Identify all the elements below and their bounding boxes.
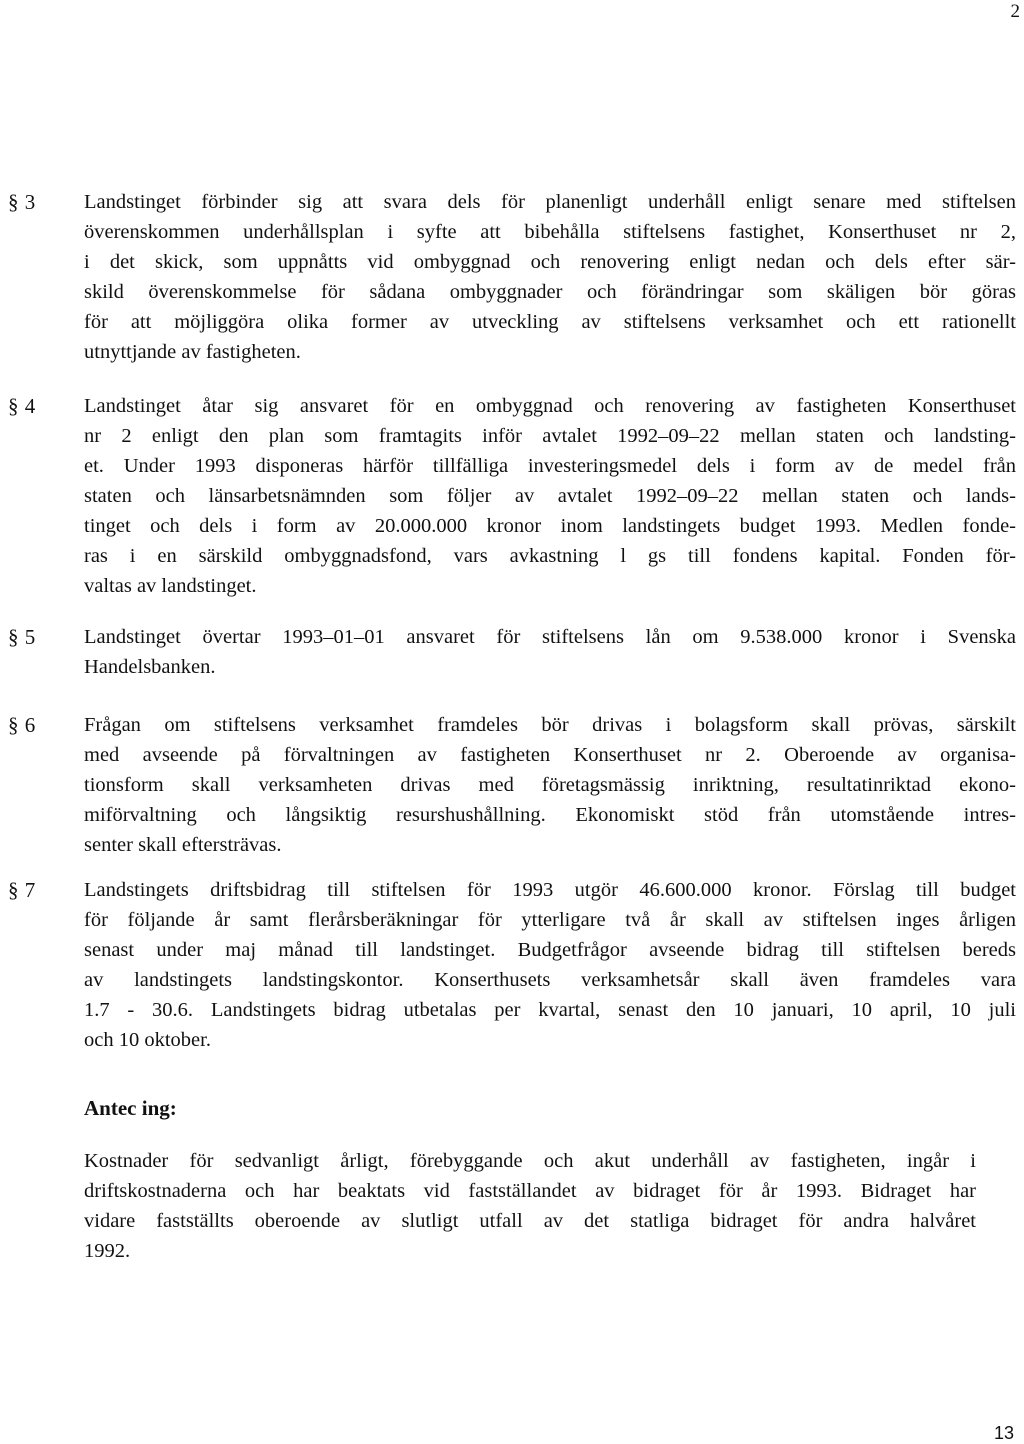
text-line: staten och länsarbetsnämnden som följer av avtalet 1992–09–22 mellan staten och lands- bbox=[84, 485, 1016, 507]
section-text bbox=[84, 391, 1016, 601]
note-line: 1992. bbox=[84, 1240, 131, 1262]
text-line: för att möjliggöra olika former av utveckling av stiftelsens verksamhet och ett rationellt bbox=[84, 311, 1016, 333]
text-line: i det skick, som uppnåtts vid ombyggnad och renovering enligt nedan och dels efter sär- bbox=[84, 251, 1016, 273]
section-mark: § 6 bbox=[8, 713, 36, 737]
text-line: et. Under 1993 disponeras härför tillfälliga investeringsmedel dels i form av de medel från bbox=[84, 455, 1016, 477]
text-line: valtas av landstinget. bbox=[84, 575, 257, 597]
note-text bbox=[84, 1146, 976, 1266]
text-line: Landstinget övertar 1993–01–01 ansvaret för stiftelsens lån om 9.538.000 kronor i Svenska bbox=[84, 626, 1016, 648]
section-mark: § 5 bbox=[8, 625, 36, 649]
section-text bbox=[84, 875, 1016, 1055]
text-line: Landstinget åtar sig ansvaret för en ombyggnad och renovering av fastigheten Konserthuset bbox=[84, 395, 1016, 417]
text-line: miförvaltning och långsiktig resurshushållning. Ekonomiskt stöd från utomstående intres- bbox=[84, 804, 1016, 826]
text-line: Landstinget förbinder sig att svara dels för planenligt underhåll enligt senare med stiftelsen bbox=[84, 191, 1016, 213]
note-line: Kostnader för sedvanligt årligt, förebyggande och akut underhåll av fastigheten, ingår i bbox=[84, 1150, 976, 1172]
text-line: ras i en särskild ombyggnadsfond, vars avkastning l gs till fondens kapital. Fonden för- bbox=[84, 545, 1016, 567]
note-heading: Antec ing: bbox=[84, 1096, 177, 1120]
section-3 bbox=[0, 187, 1024, 369]
text-line: tinget och dels i form av 20.000.000 kronor inom landstingets budget 1993. Medlen fonde- bbox=[84, 515, 1016, 537]
section-4 bbox=[0, 391, 1024, 603]
text-line: Landstingets driftsbidrag till stiftelsen för 1993 utgör 46.600.000 kronor. Förslag till budget bbox=[84, 879, 1016, 901]
text-line: senter skall eftersträvas. bbox=[84, 834, 282, 856]
text-line: utnyttjande av fastigheten. bbox=[84, 341, 301, 363]
section-mark: § 4 bbox=[8, 394, 36, 418]
text-line: och 10 oktober. bbox=[84, 1029, 211, 1051]
section-mark: § 7 bbox=[8, 878, 36, 902]
text-line: med avseende på förvaltningen av fastigheten Konserthuset nr 2. Oberoende av organisa- bbox=[84, 744, 1016, 766]
text-line: senast under maj månad till landstinget. Budgetfrågor avseende bidrag till stiftelsen bereds bbox=[84, 939, 1016, 961]
note-line: vidare fastställts oberoende av slutligt utfall av det statliga bidraget för andra halvåret bbox=[84, 1210, 976, 1232]
text-line: 1.7 - 30.6. Landstingets bidrag utbetalas per kvartal, senast den 10 januari, 10 april, 10 juli bbox=[84, 999, 1016, 1021]
corner-page-number: 13 bbox=[993, 1423, 1014, 1443]
section-7 bbox=[0, 875, 1024, 1057]
section-6 bbox=[0, 710, 1024, 862]
section-text bbox=[84, 710, 1016, 860]
text-line: överenskommen underhållsplan i syfte att bibehålla stiftelsens fastighet, Konserthuset nr 2, bbox=[84, 221, 1016, 243]
text-line: Frågan om stiftelsens verksamhet framdeles bör drivas i bolagsform skall prövas, särskilt bbox=[84, 714, 1016, 736]
text-line: för följande år samt flerårsberäkningar för ytterligare två år skall av stiftelsen inges årligen bbox=[84, 909, 1016, 931]
note-line: driftskostnaderna och har beaktats vid fastställandet av bidraget för år 1993. Bidraget har bbox=[84, 1180, 976, 1202]
section-text bbox=[84, 622, 1016, 682]
text-line: tionsform skall verksamheten drivas med företagsmässig inriktning, resultatinriktad ekono- bbox=[84, 774, 1016, 796]
text-line: av landstingets landstingskontor. Konserthusets verksamhetsår skall även framdeles vara bbox=[84, 969, 1016, 991]
text-line: skild överenskommelse för sådana ombyggnader och förändringar som skäligen bör göras bbox=[84, 281, 1016, 303]
section-mark: § 3 bbox=[8, 190, 36, 214]
text-line: Handelsbanken. bbox=[84, 656, 216, 678]
section-text bbox=[84, 187, 1016, 367]
text-line: nr 2 enligt den plan som framtagits inför avtalet 1992–09–22 mellan staten och landsting- bbox=[84, 425, 1016, 447]
section-5 bbox=[0, 622, 1024, 684]
page-number: 2 bbox=[1010, 1, 1020, 22]
